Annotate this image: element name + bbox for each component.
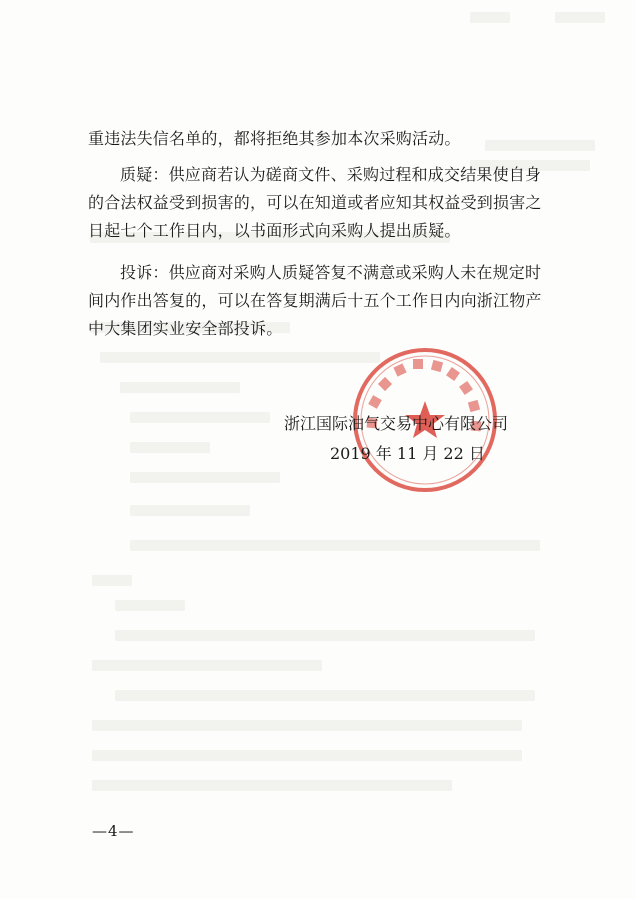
body-line: 间内作出答复的，可以在答复期满后十五个工作日内向浙江物产 — [88, 291, 542, 310]
body-line: 的合法权益受到损害的，可以在知道或者应知其权益受到损害之 — [88, 193, 542, 212]
body-line: 日起七个工作日内，以书面形式向采购人提出质疑。 — [88, 221, 461, 240]
page-number: —4— — [92, 822, 135, 840]
body-line: 投诉：供应商对采购人质疑答复不满意或采购人未在规定时 — [120, 263, 542, 282]
body-line: 重违法失信名单的，都将拒绝其参加本次采购活动。 — [88, 129, 461, 148]
body-line: 质疑：供应商若认为磋商文件、采购过程和成交结果使自身 — [120, 165, 542, 184]
complaint-paragraph — [88, 259, 568, 343]
signature-date: 2019 年 11 月 22 日 — [330, 444, 485, 463]
body-text — [88, 125, 568, 153]
body-line: 中大集团实业安全部投诉。 — [88, 319, 283, 338]
signature-organization: 浙江国际油气交易中心有限公司 — [284, 414, 509, 433]
question-paragraph — [88, 161, 568, 245]
